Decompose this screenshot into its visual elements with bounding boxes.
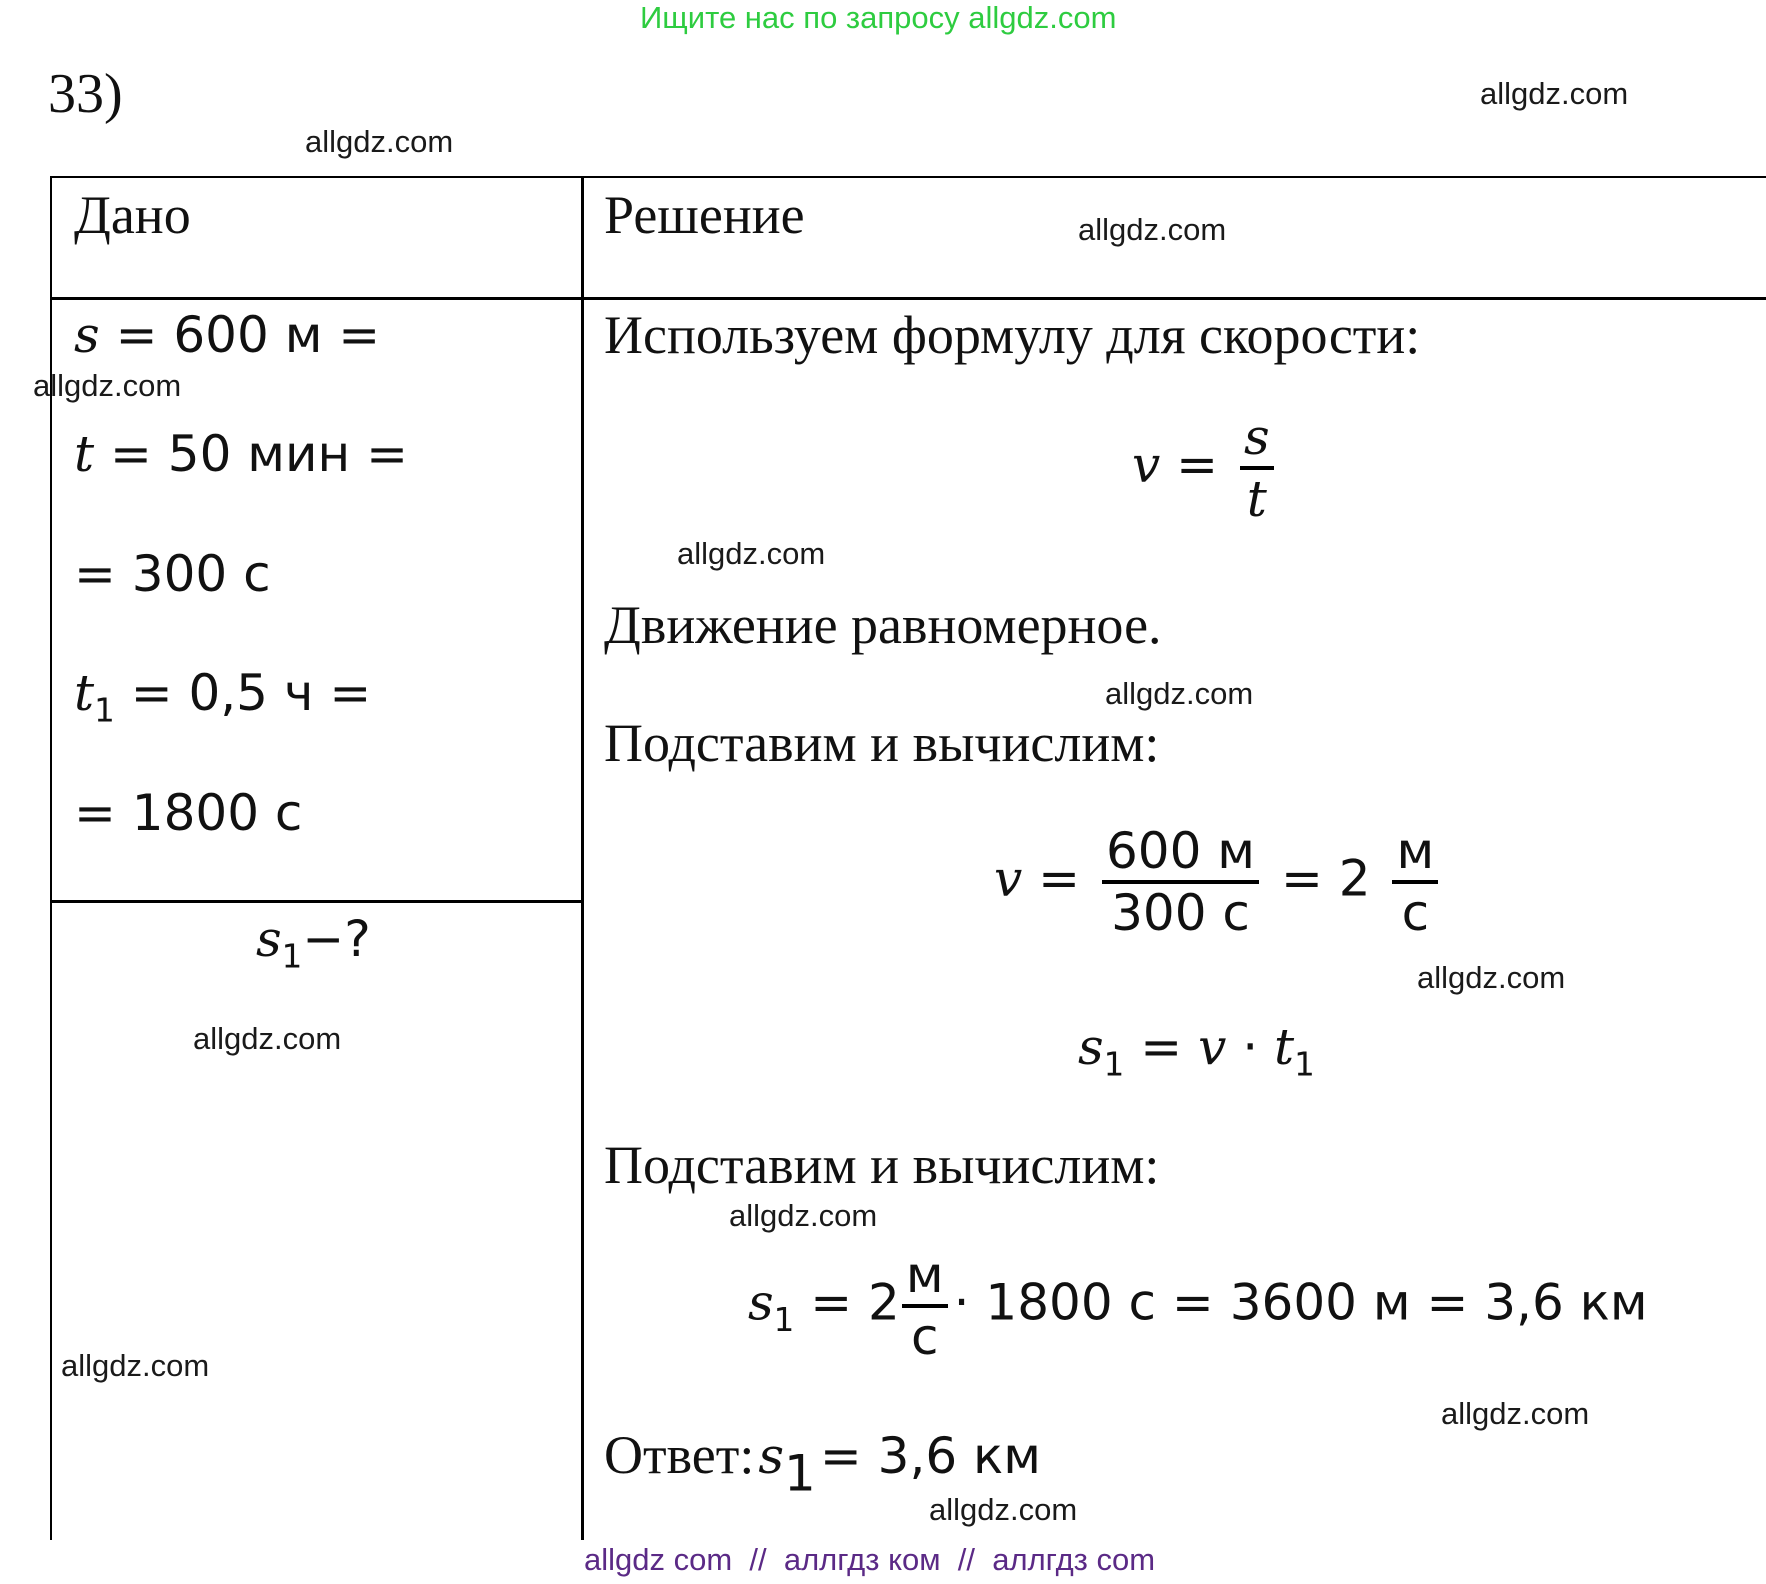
solution-header: Решение [604, 185, 805, 245]
watermark: allgdz.com [193, 1021, 342, 1056]
symbol-t: t [74, 664, 95, 722]
table-header-divider [50, 297, 1766, 300]
fraction-600-over-300 [1102, 822, 1259, 942]
equals-sign: = [1176, 435, 1219, 494]
watermark: allgdz.com [1078, 212, 1227, 247]
equals-sign: = [1038, 849, 1081, 908]
problem-number: 33) [48, 63, 123, 125]
symbol-s: s [748, 1273, 774, 1332]
watermark: allgdz.com [677, 536, 826, 571]
promo-header: Ищите нас по запросу allgdz.com [640, 0, 1117, 35]
subscript-1: 1 [1294, 1045, 1315, 1084]
unit-numerator: м [905, 1246, 944, 1304]
watermark: allgdz.com [1417, 960, 1566, 995]
subscript-1: 1 [94, 691, 115, 730]
given-line2: = 50 мин = [110, 425, 408, 483]
subscript-1: 1 [773, 1300, 795, 1339]
answer-line [604, 1424, 1041, 1503]
subscript-1: 1 [784, 1444, 816, 1503]
equals-sign: = [1140, 1018, 1183, 1076]
given-distance [74, 306, 380, 364]
given-line1: = 600 м = [115, 306, 381, 364]
dot-operator: · [1242, 1018, 1259, 1076]
symbol-s: s [256, 910, 282, 968]
denominator-300s: 300 с [1111, 884, 1250, 942]
solution-text-uniform: Движение равномерное. [604, 595, 1162, 655]
calc-distance [748, 1246, 1648, 1366]
answer-value: = 3,6 км [819, 1427, 1041, 1485]
watermark: allgdz.com [61, 1348, 210, 1383]
symbol-s: s [1078, 1018, 1104, 1076]
symbol-v: v [1132, 435, 1161, 494]
watermark: allgdz.com [729, 1198, 878, 1233]
numerator-600m: 600 м [1105, 822, 1256, 880]
calc-velocity [994, 822, 1444, 942]
given-header: Дано [74, 185, 191, 245]
given-time1-seconds: = 1800 с [74, 784, 303, 842]
given-time-seconds: = 300 с [74, 545, 271, 603]
calc1-result: = 2 [1280, 849, 1371, 908]
watermark: allgdz.com [929, 1492, 1078, 1527]
watermark: allgdz.com [305, 124, 454, 159]
given-line4: = 0,5 ч = [130, 664, 372, 722]
formula-s1 [1078, 1018, 1315, 1083]
given-time1 [74, 664, 371, 729]
fraction-s-over-t [1240, 408, 1274, 528]
watermark: allgdz.com [1441, 1396, 1590, 1431]
unit-denominator: с [1401, 884, 1430, 942]
fraction-m-over-s [1392, 822, 1438, 942]
symbol-v: v [1198, 1018, 1227, 1076]
numerator-s: s [1243, 408, 1270, 466]
table-column-divider [581, 176, 584, 1540]
solution-text-substitute-1: Подставим и вычислим: [604, 713, 1160, 773]
find-quantity [256, 910, 371, 975]
calc2-part2: · 1800 с = 3600 м = 3,6 км [953, 1273, 1648, 1332]
answer-label: Ответ: [604, 1425, 755, 1485]
subscript-1: 1 [1103, 1045, 1125, 1084]
symbol-s: s [758, 1427, 785, 1485]
given-find-divider [50, 900, 583, 903]
find-text: −? [302, 910, 371, 968]
watermark: allgdz.com [1105, 676, 1254, 711]
fraction-m-over-s [902, 1246, 948, 1366]
subscript-1: 1 [281, 937, 303, 976]
symbol-s: s [74, 306, 100, 364]
solution-text-formula: Используем формулу для скорости: [604, 305, 1421, 365]
calc2-part1: = 2 [810, 1273, 900, 1332]
table-top-border [50, 176, 1766, 178]
watermark: allgdz.com [1480, 76, 1629, 111]
symbol-t: t [74, 425, 95, 483]
watermark: allgdz.com [33, 368, 182, 403]
given-time [74, 425, 408, 483]
formula-v-s-t [1132, 408, 1280, 528]
solution-text-substitute-2: Подставим и вычислим: [604, 1135, 1160, 1195]
symbol-t: t [1274, 1018, 1295, 1076]
unit-numerator: м [1396, 822, 1435, 880]
symbol-v: v [994, 849, 1023, 908]
footer-links: allgdz com // аллгдз ком // аллгдз com [584, 1542, 1156, 1577]
denominator-t: t [1246, 470, 1267, 528]
unit-denominator: с [910, 1308, 939, 1366]
